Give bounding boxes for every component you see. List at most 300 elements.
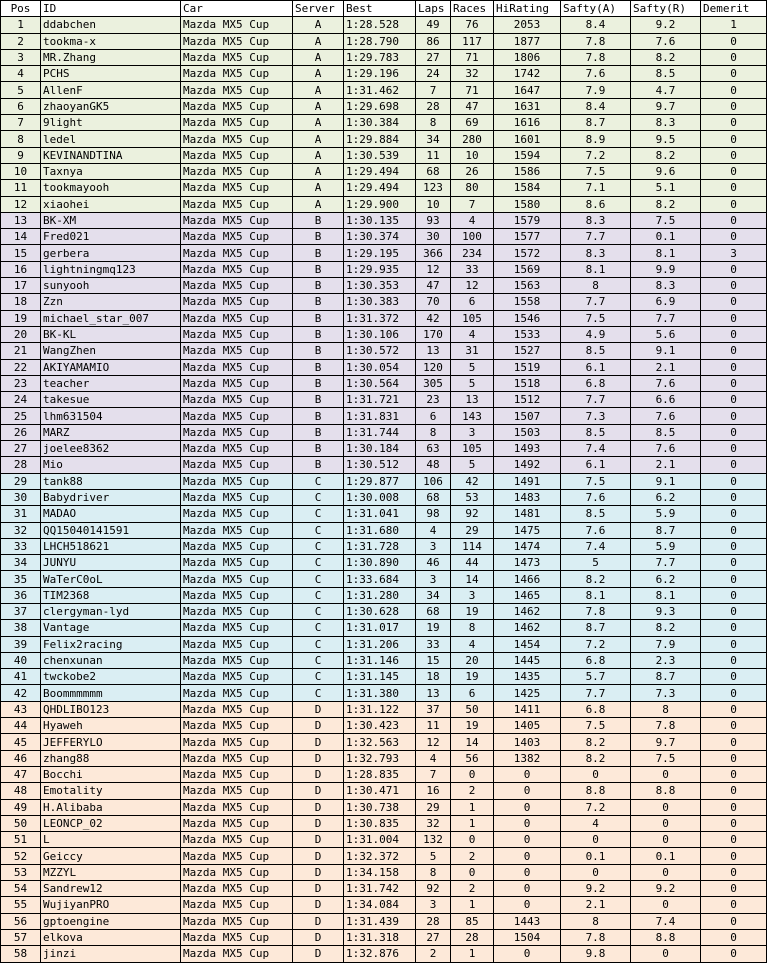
cell-laps: 4 bbox=[416, 522, 451, 538]
cell-demerit: 0 bbox=[701, 848, 767, 864]
cell-hirating: 1411 bbox=[494, 701, 561, 717]
cell-safty-a: 2.1 bbox=[561, 897, 631, 913]
cell-demerit: 0 bbox=[701, 212, 767, 228]
cell-safty-a: 7.4 bbox=[561, 441, 631, 457]
cell-laps: 93 bbox=[416, 212, 451, 228]
cell-id: michael_star_007 bbox=[41, 310, 181, 326]
cell-car: Mazda MX5 Cup bbox=[181, 815, 293, 831]
cell-id: JEFFERYLO bbox=[41, 734, 181, 750]
cell-id: sunyooh bbox=[41, 278, 181, 294]
cell-safty-a: 7.5 bbox=[561, 310, 631, 326]
cell-car: Mazda MX5 Cup bbox=[181, 131, 293, 147]
cell-races: 32 bbox=[451, 66, 494, 82]
cell-hirating: 1445 bbox=[494, 652, 561, 668]
cell-best: 1:28.835 bbox=[344, 766, 416, 782]
table-row bbox=[1, 359, 767, 375]
cell-pos: 48 bbox=[1, 783, 41, 799]
table-row bbox=[1, 326, 767, 342]
cell-races: 114 bbox=[451, 538, 494, 554]
cell-id: Sandrew12 bbox=[41, 881, 181, 897]
header-row bbox=[1, 1, 767, 17]
cell-races: 2 bbox=[451, 783, 494, 799]
cell-best: 1:31.372 bbox=[344, 310, 416, 326]
table-row bbox=[1, 587, 767, 603]
cell-best: 1:32.793 bbox=[344, 750, 416, 766]
cell-safty-r: 0 bbox=[631, 864, 701, 880]
cell-demerit: 0 bbox=[701, 196, 767, 212]
cell-pos: 33 bbox=[1, 538, 41, 554]
cell-best: 1:29.783 bbox=[344, 49, 416, 65]
cell-id: MR.Zhang bbox=[41, 49, 181, 65]
cell-races: 0 bbox=[451, 864, 494, 880]
cell-hirating: 1580 bbox=[494, 196, 561, 212]
cell-safty-a: 4.9 bbox=[561, 326, 631, 342]
cell-demerit: 0 bbox=[701, 326, 767, 342]
cell-server: C bbox=[293, 620, 344, 636]
cell-demerit: 0 bbox=[701, 603, 767, 619]
cell-best: 1:31.280 bbox=[344, 587, 416, 603]
cell-hirating: 1507 bbox=[494, 408, 561, 424]
cell-safty-r: 5.1 bbox=[631, 180, 701, 196]
cell-safty-a: 7.1 bbox=[561, 180, 631, 196]
table-row bbox=[1, 343, 767, 359]
cell-car: Mazda MX5 Cup bbox=[181, 147, 293, 163]
cell-laps: 2 bbox=[416, 946, 451, 962]
cell-best: 1:29.196 bbox=[344, 66, 416, 82]
cell-server: D bbox=[293, 766, 344, 782]
cell-safty-r: 7.6 bbox=[631, 408, 701, 424]
cell-demerit: 0 bbox=[701, 392, 767, 408]
cell-safty-r: 9.7 bbox=[631, 98, 701, 114]
cell-id: AllenF bbox=[41, 82, 181, 98]
cell-pos: 26 bbox=[1, 424, 41, 440]
cell-id: twckobe2 bbox=[41, 669, 181, 685]
cell-best: 1:31.206 bbox=[344, 636, 416, 652]
cell-best: 1:30.628 bbox=[344, 603, 416, 619]
cell-races: 7 bbox=[451, 196, 494, 212]
cell-safty-a: 7.7 bbox=[561, 685, 631, 701]
cell-safty-a: 6.8 bbox=[561, 701, 631, 717]
cell-id: clergyman-lyd bbox=[41, 603, 181, 619]
cell-laps: 13 bbox=[416, 343, 451, 359]
cell-pos: 44 bbox=[1, 718, 41, 734]
cell-laps: 23 bbox=[416, 392, 451, 408]
cell-hirating: 1454 bbox=[494, 636, 561, 652]
cell-car: Mazda MX5 Cup bbox=[181, 506, 293, 522]
cell-id: TIM2368 bbox=[41, 587, 181, 603]
cell-safty-a: 8.5 bbox=[561, 343, 631, 359]
cell-car: Mazda MX5 Cup bbox=[181, 115, 293, 131]
cell-safty-r: 0 bbox=[631, 815, 701, 831]
cell-pos: 42 bbox=[1, 685, 41, 701]
cell-id: zhang88 bbox=[41, 750, 181, 766]
cell-hirating: 1466 bbox=[494, 571, 561, 587]
cell-hirating: 1492 bbox=[494, 457, 561, 473]
cell-demerit: 0 bbox=[701, 864, 767, 880]
table-row bbox=[1, 555, 767, 571]
cell-server: C bbox=[293, 571, 344, 587]
cell-demerit: 0 bbox=[701, 783, 767, 799]
cell-server: B bbox=[293, 245, 344, 261]
header-safty-a: Safty(A) bbox=[561, 1, 631, 17]
cell-laps: 92 bbox=[416, 881, 451, 897]
cell-safty-r: 9.6 bbox=[631, 163, 701, 179]
cell-laps: 24 bbox=[416, 66, 451, 82]
cell-hirating: 1594 bbox=[494, 147, 561, 163]
cell-safty-a: 7.2 bbox=[561, 147, 631, 163]
cell-id: QHDLIBO123 bbox=[41, 701, 181, 717]
table-row bbox=[1, 897, 767, 913]
table-row bbox=[1, 98, 767, 114]
cell-server: C bbox=[293, 489, 344, 505]
cell-id: 9light bbox=[41, 115, 181, 131]
cell-safty-a: 8.7 bbox=[561, 115, 631, 131]
cell-races: 14 bbox=[451, 571, 494, 587]
cell-demerit: 0 bbox=[701, 701, 767, 717]
cell-best: 1:34.084 bbox=[344, 897, 416, 913]
cell-safty-r: 5.9 bbox=[631, 538, 701, 554]
cell-pos: 22 bbox=[1, 359, 41, 375]
cell-safty-r: 8.2 bbox=[631, 147, 701, 163]
cell-best: 1:30.135 bbox=[344, 212, 416, 228]
table-row bbox=[1, 115, 767, 131]
cell-safty-r: 8.2 bbox=[631, 196, 701, 212]
cell-pos: 19 bbox=[1, 310, 41, 326]
cell-safty-a: 5 bbox=[561, 555, 631, 571]
cell-best: 1:31.462 bbox=[344, 82, 416, 98]
cell-car: Mazda MX5 Cup bbox=[181, 783, 293, 799]
cell-demerit: 0 bbox=[701, 49, 767, 65]
cell-races: 5 bbox=[451, 359, 494, 375]
cell-best: 1:32.372 bbox=[344, 848, 416, 864]
cell-races: 69 bbox=[451, 115, 494, 131]
table-row bbox=[1, 750, 767, 766]
header-server: Server bbox=[293, 1, 344, 17]
cell-races: 1 bbox=[451, 799, 494, 815]
cell-car: Mazda MX5 Cup bbox=[181, 522, 293, 538]
cell-car: Mazda MX5 Cup bbox=[181, 832, 293, 848]
cell-pos: 12 bbox=[1, 196, 41, 212]
table-row bbox=[1, 294, 767, 310]
cell-safty-r: 8.2 bbox=[631, 49, 701, 65]
cell-safty-r: 6.2 bbox=[631, 489, 701, 505]
cell-demerit: 0 bbox=[701, 424, 767, 440]
cell-best: 1:31.831 bbox=[344, 408, 416, 424]
cell-server: C bbox=[293, 473, 344, 489]
cell-car: Mazda MX5 Cup bbox=[181, 294, 293, 310]
cell-races: 26 bbox=[451, 163, 494, 179]
cell-hirating: 1616 bbox=[494, 115, 561, 131]
header-races: Races bbox=[451, 1, 494, 17]
cell-safty-a: 8.1 bbox=[561, 587, 631, 603]
cell-races: 105 bbox=[451, 310, 494, 326]
cell-hirating: 1504 bbox=[494, 929, 561, 945]
table-row bbox=[1, 131, 767, 147]
cell-safty-a: 8.2 bbox=[561, 571, 631, 587]
cell-best: 1:30.106 bbox=[344, 326, 416, 342]
cell-demerit: 0 bbox=[701, 929, 767, 945]
cell-pos: 57 bbox=[1, 929, 41, 945]
cell-id: joelee8362 bbox=[41, 441, 181, 457]
cell-car: Mazda MX5 Cup bbox=[181, 538, 293, 554]
cell-safty-r: 0 bbox=[631, 897, 701, 913]
cell-races: 1 bbox=[451, 815, 494, 831]
cell-best: 1:30.572 bbox=[344, 343, 416, 359]
cell-races: 105 bbox=[451, 441, 494, 457]
cell-id: chenxunan bbox=[41, 652, 181, 668]
cell-pos: 14 bbox=[1, 229, 41, 245]
cell-pos: 2 bbox=[1, 33, 41, 49]
cell-id: BK-XM bbox=[41, 212, 181, 228]
cell-id: Fred021 bbox=[41, 229, 181, 245]
cell-car: Mazda MX5 Cup bbox=[181, 408, 293, 424]
cell-laps: 28 bbox=[416, 913, 451, 929]
cell-safty-a: 9.2 bbox=[561, 881, 631, 897]
cell-best: 1:28.790 bbox=[344, 33, 416, 49]
cell-safty-r: 8.7 bbox=[631, 522, 701, 538]
cell-demerit: 1 bbox=[701, 17, 767, 33]
cell-safty-r: 0.1 bbox=[631, 848, 701, 864]
cell-id: Hyaweh bbox=[41, 718, 181, 734]
cell-car: Mazda MX5 Cup bbox=[181, 652, 293, 668]
cell-best: 1:31.680 bbox=[344, 522, 416, 538]
cell-car: Mazda MX5 Cup bbox=[181, 848, 293, 864]
cell-demerit: 0 bbox=[701, 685, 767, 701]
cell-id: elkova bbox=[41, 929, 181, 945]
cell-laps: 3 bbox=[416, 897, 451, 913]
table-row bbox=[1, 832, 767, 848]
table-row bbox=[1, 49, 767, 65]
cell-car: Mazda MX5 Cup bbox=[181, 424, 293, 440]
cell-laps: 5 bbox=[416, 848, 451, 864]
cell-server: A bbox=[293, 115, 344, 131]
cell-pos: 54 bbox=[1, 881, 41, 897]
cell-laps: 27 bbox=[416, 49, 451, 65]
cell-demerit: 0 bbox=[701, 750, 767, 766]
cell-safty-r: 9.1 bbox=[631, 473, 701, 489]
cell-hirating: 0 bbox=[494, 897, 561, 913]
cell-car: Mazda MX5 Cup bbox=[181, 555, 293, 571]
cell-pos: 6 bbox=[1, 98, 41, 114]
table-row bbox=[1, 766, 767, 782]
cell-safty-r: 8.3 bbox=[631, 278, 701, 294]
table-row bbox=[1, 718, 767, 734]
cell-races: 12 bbox=[451, 278, 494, 294]
cell-safty-a: 0 bbox=[561, 766, 631, 782]
table-row bbox=[1, 848, 767, 864]
cell-hirating: 1742 bbox=[494, 66, 561, 82]
cell-hirating: 1569 bbox=[494, 261, 561, 277]
cell-safty-a: 7.8 bbox=[561, 603, 631, 619]
cell-server: B bbox=[293, 408, 344, 424]
cell-id: PCHS bbox=[41, 66, 181, 82]
cell-server: D bbox=[293, 897, 344, 913]
cell-safty-r: 8.1 bbox=[631, 245, 701, 261]
cell-id: MARZ bbox=[41, 424, 181, 440]
cell-races: 5 bbox=[451, 375, 494, 391]
cell-id: lightningmq123 bbox=[41, 261, 181, 277]
cell-id: QQ15040141591 bbox=[41, 522, 181, 538]
cell-safty-r: 7.4 bbox=[631, 913, 701, 929]
cell-races: 1 bbox=[451, 946, 494, 962]
cell-best: 1:33.684 bbox=[344, 571, 416, 587]
cell-races: 56 bbox=[451, 750, 494, 766]
cell-laps: 366 bbox=[416, 245, 451, 261]
cell-races: 14 bbox=[451, 734, 494, 750]
cell-car: Mazda MX5 Cup bbox=[181, 473, 293, 489]
cell-safty-a: 0 bbox=[561, 832, 631, 848]
cell-hirating: 0 bbox=[494, 864, 561, 880]
cell-car: Mazda MX5 Cup bbox=[181, 261, 293, 277]
cell-pos: 56 bbox=[1, 913, 41, 929]
cell-pos: 5 bbox=[1, 82, 41, 98]
cell-demerit: 0 bbox=[701, 33, 767, 49]
table-row bbox=[1, 82, 767, 98]
cell-hirating: 1512 bbox=[494, 392, 561, 408]
cell-safty-r: 8.2 bbox=[631, 620, 701, 636]
cell-server: D bbox=[293, 946, 344, 962]
table-row bbox=[1, 457, 767, 473]
cell-pos: 28 bbox=[1, 457, 41, 473]
cell-laps: 13 bbox=[416, 685, 451, 701]
cell-demerit: 0 bbox=[701, 98, 767, 114]
cell-safty-a: 7.7 bbox=[561, 392, 631, 408]
cell-races: 76 bbox=[451, 17, 494, 33]
cell-safty-r: 0 bbox=[631, 832, 701, 848]
cell-id: AKIYAMAMIO bbox=[41, 359, 181, 375]
table-row bbox=[1, 17, 767, 33]
cell-pos: 46 bbox=[1, 750, 41, 766]
cell-demerit: 0 bbox=[701, 799, 767, 815]
cell-laps: 305 bbox=[416, 375, 451, 391]
cell-car: Mazda MX5 Cup bbox=[181, 636, 293, 652]
cell-demerit: 0 bbox=[701, 473, 767, 489]
cell-pos: 35 bbox=[1, 571, 41, 587]
cell-hirating: 1382 bbox=[494, 750, 561, 766]
cell-hirating: 1601 bbox=[494, 131, 561, 147]
cell-races: 1 bbox=[451, 897, 494, 913]
table-row bbox=[1, 701, 767, 717]
cell-races: 280 bbox=[451, 131, 494, 147]
cell-pos: 11 bbox=[1, 180, 41, 196]
cell-pos: 13 bbox=[1, 212, 41, 228]
cell-hirating: 0 bbox=[494, 881, 561, 897]
cell-best: 1:30.184 bbox=[344, 441, 416, 457]
cell-laps: 70 bbox=[416, 294, 451, 310]
cell-car: Mazda MX5 Cup bbox=[181, 49, 293, 65]
table-row bbox=[1, 245, 767, 261]
table-row bbox=[1, 261, 767, 277]
cell-safty-a: 8.1 bbox=[561, 261, 631, 277]
cell-server: D bbox=[293, 701, 344, 717]
cell-best: 1:30.512 bbox=[344, 457, 416, 473]
cell-best: 1:31.318 bbox=[344, 929, 416, 945]
cell-hirating: 1481 bbox=[494, 506, 561, 522]
cell-pos: 36 bbox=[1, 587, 41, 603]
cell-demerit: 0 bbox=[701, 913, 767, 929]
cell-demerit: 0 bbox=[701, 408, 767, 424]
cell-safty-a: 7.7 bbox=[561, 294, 631, 310]
table-row bbox=[1, 196, 767, 212]
cell-safty-a: 6.8 bbox=[561, 652, 631, 668]
cell-best: 1:31.728 bbox=[344, 538, 416, 554]
cell-car: Mazda MX5 Cup bbox=[181, 669, 293, 685]
cell-server: B bbox=[293, 392, 344, 408]
cell-id: tank88 bbox=[41, 473, 181, 489]
cell-demerit: 0 bbox=[701, 718, 767, 734]
cell-laps: 6 bbox=[416, 408, 451, 424]
cell-safty-a: 7.3 bbox=[561, 408, 631, 424]
cell-safty-a: 7.9 bbox=[561, 82, 631, 98]
cell-car: Mazda MX5 Cup bbox=[181, 163, 293, 179]
cell-best: 1:29.935 bbox=[344, 261, 416, 277]
cell-safty-r: 5.9 bbox=[631, 506, 701, 522]
cell-races: 71 bbox=[451, 49, 494, 65]
cell-laps: 68 bbox=[416, 603, 451, 619]
cell-demerit: 0 bbox=[701, 489, 767, 505]
table-row bbox=[1, 278, 767, 294]
cell-hirating: 1572 bbox=[494, 245, 561, 261]
cell-safty-a: 6.8 bbox=[561, 375, 631, 391]
cell-hirating: 0 bbox=[494, 848, 561, 864]
cell-server: B bbox=[293, 424, 344, 440]
cell-server: A bbox=[293, 66, 344, 82]
cell-pos: 34 bbox=[1, 555, 41, 571]
cell-id: L bbox=[41, 832, 181, 848]
cell-best: 1:29.698 bbox=[344, 98, 416, 114]
cell-safty-r: 7.7 bbox=[631, 310, 701, 326]
cell-pos: 3 bbox=[1, 49, 41, 65]
cell-safty-a: 8.3 bbox=[561, 212, 631, 228]
table-row bbox=[1, 506, 767, 522]
table-row bbox=[1, 489, 767, 505]
cell-demerit: 0 bbox=[701, 669, 767, 685]
cell-hirating: 1546 bbox=[494, 310, 561, 326]
cell-id: Vantage bbox=[41, 620, 181, 636]
cell-id: LHCH518621 bbox=[41, 538, 181, 554]
cell-pos: 23 bbox=[1, 375, 41, 391]
cell-car: Mazda MX5 Cup bbox=[181, 766, 293, 782]
header-best: Best bbox=[344, 1, 416, 17]
cell-safty-r: 8 bbox=[631, 701, 701, 717]
cell-server: D bbox=[293, 783, 344, 799]
cell-car: Mazda MX5 Cup bbox=[181, 701, 293, 717]
cell-best: 1:29.900 bbox=[344, 196, 416, 212]
cell-pos: 47 bbox=[1, 766, 41, 782]
cell-safty-r: 9.1 bbox=[631, 343, 701, 359]
cell-safty-a: 7.8 bbox=[561, 33, 631, 49]
cell-laps: 37 bbox=[416, 701, 451, 717]
table-row bbox=[1, 66, 767, 82]
cell-id: Zzn bbox=[41, 294, 181, 310]
cell-safty-r: 8.3 bbox=[631, 115, 701, 131]
cell-safty-a: 4 bbox=[561, 815, 631, 831]
cell-best: 1:30.890 bbox=[344, 555, 416, 571]
cell-hirating: 1435 bbox=[494, 669, 561, 685]
cell-safty-r: 7.6 bbox=[631, 375, 701, 391]
cell-demerit: 0 bbox=[701, 310, 767, 326]
table-row bbox=[1, 538, 767, 554]
cell-pos: 17 bbox=[1, 278, 41, 294]
header-safty-r: Safty(R) bbox=[631, 1, 701, 17]
cell-server: C bbox=[293, 506, 344, 522]
cell-demerit: 0 bbox=[701, 587, 767, 603]
cell-laps: 48 bbox=[416, 457, 451, 473]
cell-safty-a: 7.7 bbox=[561, 229, 631, 245]
cell-server: A bbox=[293, 82, 344, 98]
cell-id: ledel bbox=[41, 131, 181, 147]
cell-demerit: 0 bbox=[701, 620, 767, 636]
